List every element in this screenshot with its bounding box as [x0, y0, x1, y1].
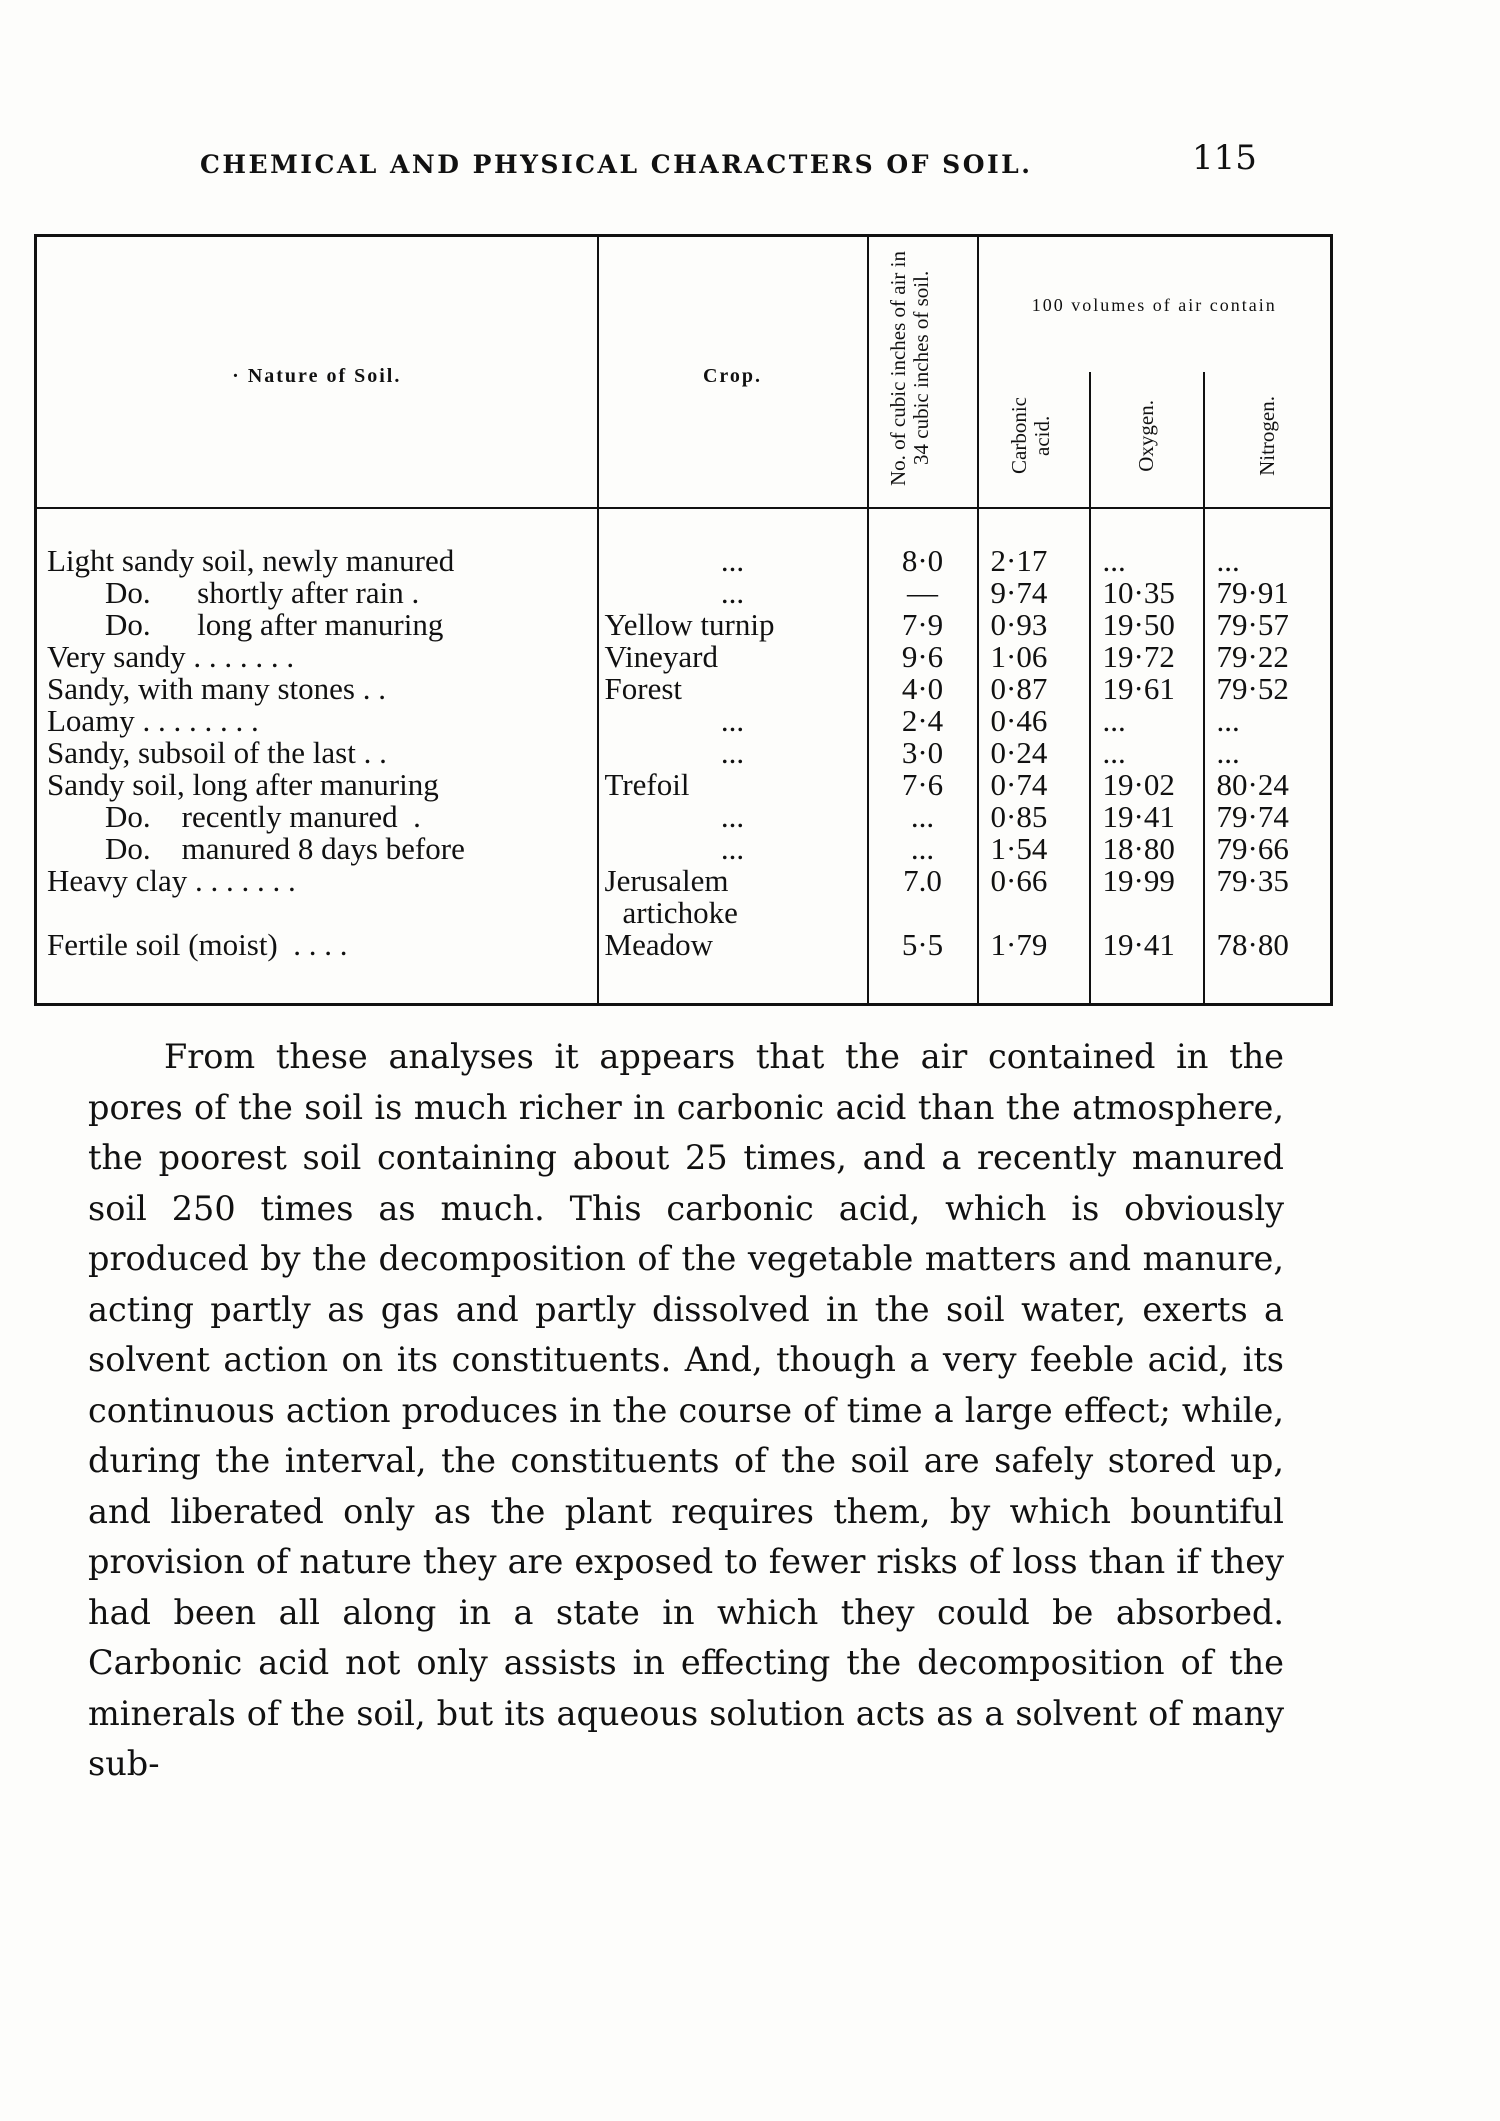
header-cubic [868, 236, 978, 509]
running-title: CHEMICAL AND PHYSICAL CHARACTERS OF SOIL. [200, 150, 1033, 179]
cell-nature-text: Do. recently manured . [105, 799, 421, 834]
table-row [36, 705, 1332, 737]
soil-air-table [34, 234, 1330, 1006]
cell-carbonic: 1·54 [990, 831, 1048, 866]
cell-crop: ... [598, 801, 868, 833]
cell-cubic: 7·6 [868, 769, 978, 801]
table-row [36, 769, 1332, 801]
cell-nature-text: Do. shortly after rain . [105, 575, 420, 610]
cell-carbonic: 0·85 [990, 799, 1048, 834]
header-oxygen [1090, 372, 1204, 508]
header-crop-label: Crop. [702, 365, 763, 387]
cell-nature: Sandy, with many stones . . [36, 673, 598, 705]
cell-cubic: 5·5 [868, 929, 978, 1005]
body-text [88, 1032, 1284, 1790]
cell-crop: ... [598, 508, 868, 577]
cell-oxygen: 19·41 [1090, 929, 1204, 1005]
header-carbonic [978, 372, 1090, 508]
cell-nitrogen: 79·22 [1204, 641, 1332, 673]
cell-nature: Light sandy soil, newly manured [36, 508, 598, 577]
cell-cubic: 7.0 [868, 865, 978, 929]
table-body [36, 508, 1332, 1005]
cell-oxygen: 19·99 [1090, 865, 1204, 929]
cell-nitrogen: 79·66 [1204, 833, 1332, 865]
cell-crop: ... [598, 833, 868, 865]
table-row [36, 865, 1332, 929]
cell-oxygen: ... [1090, 705, 1204, 737]
cell-nature-text: Do. long after manuring [105, 607, 444, 642]
cell-cubic: 8·0 [868, 508, 978, 577]
cell-cubic: 9·6 [868, 641, 978, 673]
cell-carbonic: 0·66 [990, 863, 1048, 898]
cell-cubic: 3·0 [868, 737, 978, 769]
cell-nitrogen: 79·35 [1204, 865, 1332, 929]
cell-carbonic: 0·87 [990, 671, 1048, 706]
cell-oxygen: 19·61 [1090, 673, 1204, 705]
cell-nitrogen: 78·80 [1204, 929, 1332, 1005]
cell-carbonic: 0·24 [990, 735, 1048, 770]
page-number: 115 [1192, 138, 1257, 178]
header-nature-label: · Nature of Soil. [232, 365, 402, 387]
cell-crop: Vineyard [598, 641, 868, 673]
cell-nitrogen: ... [1204, 737, 1332, 769]
cell-nature: Sandy, subsoil of the last . . [36, 737, 598, 769]
cell-oxygen: 10·35 [1090, 577, 1204, 609]
cell-nature [36, 609, 598, 641]
cell-nature-text: Do. manured 8 days before [105, 831, 465, 866]
header-nitrogen-label: Nitrogen. [1254, 395, 1279, 476]
cell-nature: Heavy clay . . . . . . . [36, 865, 598, 929]
cell-nitrogen: 79·57 [1204, 609, 1332, 641]
table-row [36, 609, 1332, 641]
cell-crop: ... [598, 577, 868, 609]
cell-nitrogen: 80·24 [1204, 769, 1332, 801]
cell-crop: Forest [598, 673, 868, 705]
cell-cubic: 2·4 [868, 705, 978, 737]
cell-carbonic: 9·74 [990, 575, 1048, 610]
cell-crop-line1: Jerusalem [604, 863, 729, 898]
table-row [36, 508, 1332, 577]
cell-crop: ... [598, 737, 868, 769]
cell-carbonic: 0·93 [990, 607, 1048, 642]
cell-carbonic: 1·79 [978, 929, 1090, 1005]
cell-oxygen: 19·72 [1090, 641, 1204, 673]
table-row [36, 737, 1332, 769]
table-row [36, 929, 1332, 1005]
cell-nitrogen: 79·52 [1204, 673, 1332, 705]
table-row [36, 577, 1332, 609]
running-head [0, 138, 1500, 178]
header-cubic-label: No. of cubic inches of air in 34 cubic inches of soil. [885, 250, 933, 486]
header-nature [36, 236, 598, 509]
table-row [36, 801, 1332, 833]
cell-crop: Trefoil [598, 769, 868, 801]
cell-oxygen: 19·50 [1090, 609, 1204, 641]
header-carbonic-label: Carbonic acid. [1006, 397, 1054, 474]
cell-cubic: 7·9 [868, 609, 978, 641]
cell-nature: Fertile soil (moist) . . . . [36, 929, 598, 1005]
cell-carbonic: 0·46 [990, 703, 1048, 738]
cell-crop: Yellow turnip [598, 609, 868, 641]
cell-nature: Loamy . . . . . . . . [36, 705, 598, 737]
cell-nitrogen: 79·74 [1204, 801, 1332, 833]
cell-oxygen: ... [1090, 737, 1204, 769]
cell-cubic: — [868, 577, 978, 609]
data-table [34, 234, 1333, 1006]
cell-oxygen: ... [1090, 508, 1204, 577]
cell-carbonic: 0·74 [990, 767, 1048, 802]
cell-crop [598, 865, 868, 929]
cell-nitrogen: 79·91 [1204, 577, 1332, 609]
cell-nitrogen: ... [1204, 508, 1332, 577]
cell-oxygen: 19·02 [1090, 769, 1204, 801]
cell-oxygen: 19·41 [1090, 801, 1204, 833]
cell-crop-line2: artichoke [622, 895, 738, 930]
cell-nature [36, 577, 598, 609]
cell-carbonic: 2·17 [990, 543, 1048, 578]
table-row [36, 673, 1332, 705]
table-row [36, 833, 1332, 865]
header-nitrogen [1204, 372, 1332, 508]
cell-crop: ... [598, 705, 868, 737]
cell-nature: Sandy soil, long after manuring [36, 769, 598, 801]
header-oxygen-label: Oxygen. [1134, 399, 1158, 472]
cell-carbonic: 1·06 [990, 639, 1048, 674]
cell-cubic: 4·0 [868, 673, 978, 705]
paragraph: From these analyses it appears that the air contained in the pores of the soil is much richer in carbonic acid than the atmosphere, the poorest soil containing about 25 times, and a recently manured soil 250 times as much. This carbonic acid, which is obviously produced by the decomposition of the vegetable matters and manure, acting partly as gas and partly dissolved in the soil water, exerts a solvent action on its constituents. And, though a very feeble acid, its continuous action produces in the course of time a large effect; while, during the interval, the constituents of the soil are safely stored up, and liberated only as the plant requires them, by which bountiful provision of nature they are exposed to fewer risks of loss than if they had been all along in a state in which they could be absorbed. Carbonic acid not only assists in effecting the decomposition of the minerals of the soil, but its aqueous solution acts as a solvent of many sub- [88, 1037, 1284, 1783]
cell-nature [36, 801, 598, 833]
cell-cubic: ... [868, 833, 978, 865]
cell-oxygen: 18·80 [1090, 833, 1204, 865]
cell-crop: Meadow [598, 929, 868, 1005]
cell-nature [36, 833, 598, 865]
cell-cubic: ... [868, 801, 978, 833]
table-row [36, 641, 1332, 673]
header-crop [598, 236, 868, 509]
cell-nature: Very sandy . . . . . . . [36, 641, 598, 673]
header-volumes: 100 volumes of air contain [978, 236, 1332, 373]
cell-nitrogen: ... [1204, 705, 1332, 737]
